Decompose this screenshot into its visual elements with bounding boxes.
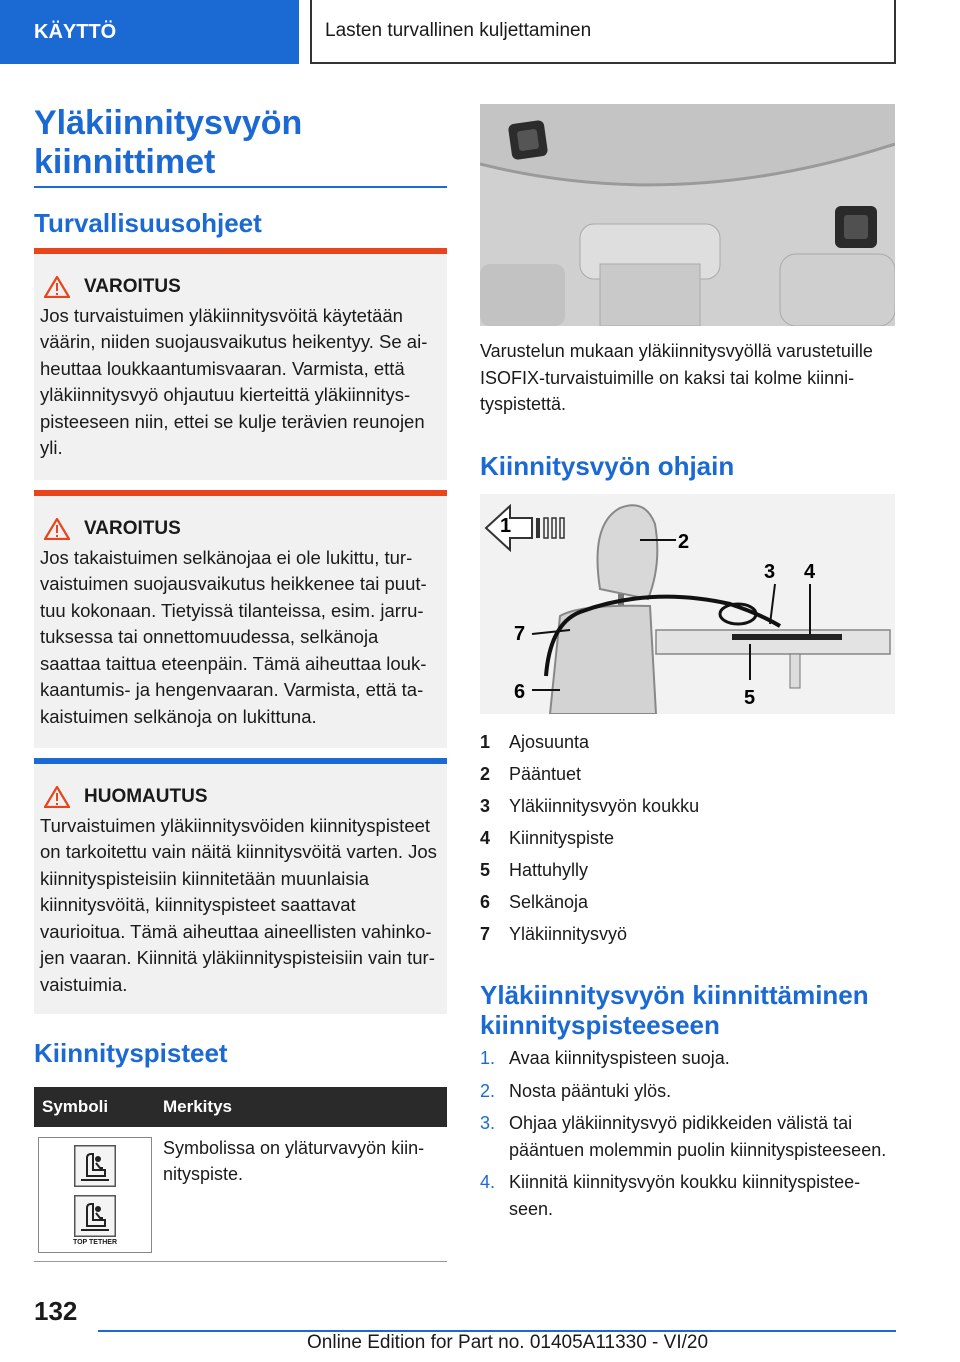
rear-shelf-illustration <box>480 104 895 326</box>
legend-item: 7 Yläkiinnitysvyö <box>480 923 628 944</box>
table-cell: Symbolissa on yläturvavyön kiinnityspiste. <box>163 1138 425 1184</box>
notice-title: HUOMAUTUS <box>84 786 208 807</box>
step-item: 4. Kiinnitä kiinnitysvyön koukku kiinnityspisteeseen. <box>480 1172 861 1219</box>
diagram-label-6: 6 <box>514 681 526 703</box>
notice-text: Jos turvaistuimen yläkiinnitysvöitä käytetään väärin, niiden suojausvaikutus heikentyy. Se aiheuttaa loukkaantumisvaaran. Varmista, että yläkiinnitysvyö ohjautuu kierteittä yläkiinnityspisteeseen niin, ettei se kulje terävien reunojen yli. <box>40 304 428 458</box>
legend-item: 2 Pääntuet <box>480 763 582 784</box>
page-number: 132 <box>34 1296 78 1326</box>
chapter-title: Lasten turvallinen kuljettaminen <box>325 20 592 41</box>
legend-item: 4 Kiinnityspiste <box>480 827 615 848</box>
diagram-label-2: 2 <box>678 531 690 553</box>
column-header: Merkitys <box>163 1097 232 1116</box>
legend-item: 6 Selkänoja <box>480 891 589 912</box>
step-item: 3. Ohjaa yläkiinnitysvyö pidikkeiden välistä tai pääntuen molemmin puolin kiinnityspisteeseen. <box>480 1113 887 1160</box>
attach-heading: Yläkiinnitysvyön kiinnittäminen kiinnityspisteeseen <box>480 980 869 1040</box>
diagram-label-4: 4 <box>804 561 816 583</box>
symbol-table <box>34 1087 447 1262</box>
warning-triangle-icon <box>44 276 70 298</box>
child-seat-icon <box>74 1145 116 1187</box>
diagram-label-7: 7 <box>514 623 526 645</box>
notice-text: Turvaistuimen yläkiinnitysvöiden kiinnityspisteet on tarkoitettu vain näitä kiinnitysvöitä varten. Jos kiinnityspisteisiin kiinnitetään muunlaisia kiinnitysvöitä, kiinnityspisteet saattavat vaurioitua. Tämä aiheuttaa aineellisten vahinkojen vaaran. Kiinnitä yläkiinnityspisteisiin vain turvaistuimia. <box>40 814 437 995</box>
top-tether-symbol <box>38 1137 152 1253</box>
section-tab <box>0 0 299 64</box>
notice-text: Jos takaistuimen selkänojaa ei ole lukittu, turvaistuimen suojausvaikutus heikkenee tai puuttuu kokonaan. Tietyissä tilanteissa, esim. jarrutuksessa tai onnettomuudessa, selkänoja saattaa taittua eteenpäin. Tämä aiheuttaa loukkaantumis- ja hengenvaaran. Varmista, että takaistuimen selkänoja on lukittuna. <box>40 546 427 727</box>
warning-notice-2 <box>34 490 447 748</box>
step-list <box>480 1045 896 1228</box>
warning-notice-1 <box>34 248 447 480</box>
step-item: 1. Avaa kiinnityspisteen suoja. <box>480 1048 730 1068</box>
page-title: Yläkiinnitysvyön kiinnittimet <box>34 104 447 188</box>
symbol-label: TOP TETHER <box>72 1238 118 1246</box>
photo-caption: Varustelun mukaan yläkiinnitysvyöllä varustetuille ISOFIX-turvaistuimille on kaksi tai kolme kiinnityspistettä. <box>480 341 873 414</box>
legend-item: 1 Ajosuunta <box>480 731 590 752</box>
section-label: KÄYTTÖ <box>34 20 117 43</box>
child-seat-icon <box>74 1195 116 1237</box>
legend-item: 3 Yläkiinnitysvyön koukku <box>480 795 700 816</box>
diagram-label-5: 5 <box>744 687 756 709</box>
guide-heading: Kiinnitysvyön ohjain <box>480 451 735 481</box>
diagram-label-1: 1 <box>500 515 512 537</box>
anchor-heading: Kiinnityspisteet <box>34 1038 228 1068</box>
anchor-photo <box>480 104 895 326</box>
step-item: 2. Nosta pääntuki ylös. <box>480 1080 672 1101</box>
info-notice <box>34 758 447 1014</box>
table-header <box>34 1087 447 1127</box>
guide-diagram <box>480 494 895 714</box>
chapter-header <box>311 0 896 64</box>
notice-title: VAROITUS <box>84 276 181 297</box>
legend-item: 5 Hattuhylly <box>480 859 589 880</box>
warning-triangle-icon <box>44 518 70 540</box>
notice-title: VAROITUS <box>84 518 181 539</box>
guide-diagram-svg <box>480 494 895 714</box>
column-header: Symboli <box>42 1097 109 1116</box>
diagram-legend <box>480 726 896 950</box>
footer-edition: Online Edition for Part no. 01405A11330 - VI/20 <box>307 1332 709 1353</box>
diagram-label-3: 3 <box>764 561 776 583</box>
table-row <box>34 1127 447 1261</box>
warning-triangle-icon <box>44 786 70 808</box>
safety-heading: Turvallisuusohjeet <box>34 208 262 238</box>
